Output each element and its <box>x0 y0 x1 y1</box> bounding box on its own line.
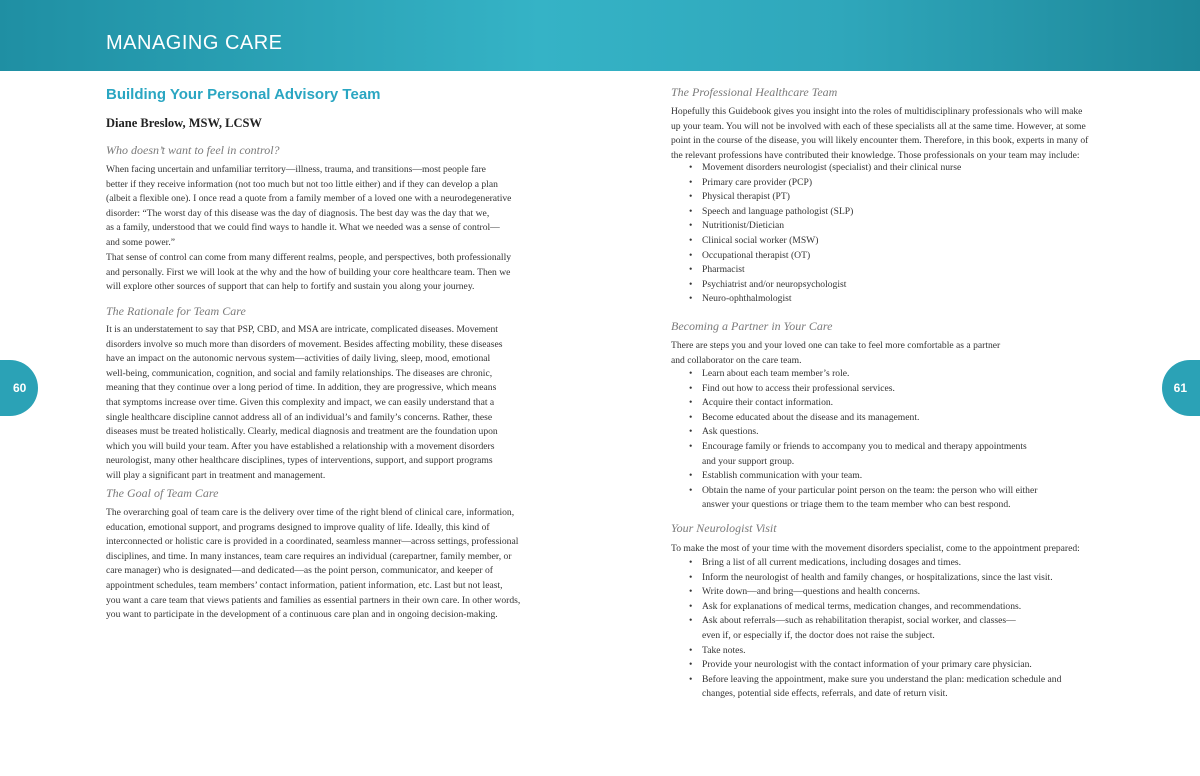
text-line: care manager) who is designated—and dedicated—as the point person, communicator, and keeper of <box>106 565 493 577</box>
heading-goal: The Goal of Team Care <box>106 486 219 500</box>
bullet-item: • Psychiatrist and/or neuropsychologist <box>671 278 961 293</box>
bullet-item: • Primary care provider (PCP) <box>671 176 961 191</box>
text-line: the relevant professions have contributed their knowledge. Those professionals on your team may include: <box>671 149 1080 161</box>
text-line: Hopefully this Guidebook gives you insight into the roles of multidisciplinary professionals who will make <box>671 106 1083 117</box>
text-line: up your team. You will not be involved with each of these specialists all at the same time. However, at some <box>671 120 1086 132</box>
bullet-item <box>671 484 1037 513</box>
bullet-item <box>671 425 1037 440</box>
bullet-list <box>671 367 1037 513</box>
bullet-list <box>671 556 1061 702</box>
text-line: meaning that they continue over a long period of time. In addition, they are progressive, which means <box>106 382 497 394</box>
bullet-line: • Take notes. <box>702 644 746 656</box>
bullet-item <box>671 658 1061 673</box>
bullet-item <box>671 469 1037 484</box>
text-line: will explore other sources of support that can help to fortify and sustain you along your journey. <box>106 281 475 293</box>
text-line: will play a significant part in treatment and management. <box>106 469 326 481</box>
text-line: which you will build your team. After you have established a relationship with a movement disorders <box>106 440 495 452</box>
bullet-item: • Neuro-ophthalmologist <box>671 292 961 307</box>
bullet-item <box>671 396 1037 411</box>
paragraph <box>106 506 520 623</box>
text-line: disciplines, and time. In many instances, team care requires an individual (carepartner, family member, or <box>106 550 512 562</box>
bullet-line: • Learn about each team member’s role. <box>702 368 850 379</box>
bullet-line: • Inform the neurologist of health and family changes, or hospitalizations, since the last visit. <box>702 571 1053 583</box>
paragraph <box>106 323 502 484</box>
text-line: better if they receive information (not too much but not too little either) and if they can develop a plan <box>106 178 498 190</box>
bullet-line: • Provide your neurologist with the contact information of your primary care physician. <box>702 659 1032 671</box>
text-line: diseases must be treated holistically. Clearly, medical diagnosis and treatment are the foundation upon <box>106 426 498 438</box>
bullet-list <box>671 161 961 307</box>
bullet-item <box>671 673 1061 702</box>
bullet-item: • Pharmacist <box>671 263 961 278</box>
bullet-item <box>671 411 1037 426</box>
paragraph <box>671 105 1088 163</box>
text-line: When facing uncertain and unfamiliar territory—illness, trauma, and transitions—most people fare <box>106 164 486 175</box>
text-line: you want a care team that views patients and families as essential partners in their own care. In other words, <box>106 594 521 606</box>
bullet-item <box>671 367 1037 382</box>
heading-professional-team: The Professional Healthcare Team <box>671 85 838 99</box>
page-number-left: 60 <box>0 360 38 416</box>
bullet-item <box>671 600 1061 615</box>
text-line: have an impact on the autonomic nervous system—activities of daily living, sleep, mood, emotional <box>106 353 491 365</box>
bullet-line: • Find out how to access their professional services. <box>702 382 895 394</box>
bullet-line: • Acquire their contact information. <box>702 397 834 409</box>
text-line: education, emotional support, and programs designed to improve quality of life. Ideally, this kind of <box>106 521 490 533</box>
text-line: and some power.” <box>106 236 176 248</box>
text-line: that symptoms increase over time. Given this complexity and impact, we can easily understand that a <box>106 396 495 408</box>
article-title: Building Your Personal Advisory Team <box>106 86 381 103</box>
heading-neurologist-visit: Your Neurologist Visit <box>671 521 777 535</box>
paragraph <box>106 163 511 251</box>
bullet-item <box>671 571 1061 586</box>
text-line: To make the most of your time with the movement disorders specialist, come to the appointment prepared: <box>671 543 1080 554</box>
text-line: (albeit a flexible one). I once read a quote from a family member of a loved one with a neurodegenerative <box>106 193 512 205</box>
heading-partner: Becoming a Partner in Your Care <box>671 319 833 333</box>
text-line: That sense of control can come from many different realms, people, and perspectives, both professionally <box>106 252 512 263</box>
bullet-line: • Bring a list of all current medications, including dosages and times. <box>702 557 961 568</box>
text-line: and personally. First we will look at the why and the how of building your core healthcare team. Then we <box>106 266 511 278</box>
section-title: MANAGING CARE <box>106 32 283 54</box>
bullet-item: • Speech and language pathologist (SLP) <box>671 205 961 220</box>
text-line: you want to participate in the development of a continuous care plan and in ongoing decision-making. <box>106 609 498 621</box>
text-line: point in the course of the disease, you will likely encounter them. Therefore, in this book, experts in many of <box>671 135 1089 147</box>
bullet-line: answer your questions or triage them to the team member who can best respond. <box>702 499 1011 511</box>
bullet-line: • Ask questions. <box>702 426 759 438</box>
heading-control: Who doesn’t want to feel in control? <box>106 143 280 157</box>
text-line: well-being, communication, cognition, and social and family relationships. The diseases are chronic, <box>106 367 493 379</box>
text-line: single healthcare discipline cannot address all of an individual’s and family’s concerns. Rather, these <box>106 411 493 423</box>
bullet-line: • Become educated about the disease and its management. <box>702 411 920 423</box>
heading-rationale: The Rationale for Team Care <box>106 304 246 318</box>
text-line: and collaborator on the care team. <box>671 354 802 366</box>
bullet-line: and your support group. <box>702 455 795 467</box>
author: Diane Breslow, MSW, LCSW <box>106 116 262 130</box>
paragraph <box>106 251 511 295</box>
bullet-item <box>671 614 1061 643</box>
bullet-line: • Write down—and bring—questions and health concerns. <box>702 586 921 598</box>
bullet-line: • Before leaving the appointment, make sure you understand the plan: medication schedule and <box>702 673 1062 685</box>
bullet-item <box>671 440 1037 469</box>
paragraph <box>671 542 1080 557</box>
text-line: as a family, understood that we could find ways to handle it. What we needed was a sense of control— <box>106 222 500 234</box>
bullet-item <box>671 644 1061 659</box>
bullet-item: • Movement disorders neurologist (specialist) and their clinical nurse <box>671 161 961 176</box>
text-line: appointment schedules, team members’ contact information, patient information, etc. Last but not least, <box>106 579 503 591</box>
page-number-right: 61 <box>1162 360 1200 416</box>
text-line: neurologist, many other healthcare disciplines, types of interventions, support, and support programs <box>106 455 493 467</box>
bullet-item: • Physical therapist (PT) <box>671 190 961 205</box>
bullet-item <box>671 556 1061 571</box>
bullet-item: • Clinical social worker (MSW) <box>671 234 961 249</box>
bullet-line: even if, or especially if, the doctor does not raise the subject. <box>702 629 935 641</box>
text-line: The overarching goal of team care is the delivery over time of the right blend of clinical care, information, <box>106 507 515 518</box>
text-line: It is an understatement to say that PSP, CBD, and MSA are intricate, complicated diseases. Movement <box>106 324 498 335</box>
bullet-line: • Ask about referrals—such as rehabilitation therapist, social worker, and classes— <box>702 615 1016 627</box>
bullet-line: • Ask for explanations of medical terms, medication changes, and recommendations. <box>702 600 1022 612</box>
paragraph <box>671 339 1000 368</box>
bullet-line: changes, potential side effects, referrals, and date of return visit. <box>702 688 948 700</box>
text-line: disorders involve so much more than disorders of movement. Besides affecting mobility, these diseases <box>106 338 503 350</box>
bullet-item: • Nutritionist/Dietician <box>671 219 961 234</box>
header-band <box>0 0 1200 71</box>
bullet-item: • Occupational therapist (OT) <box>671 249 961 264</box>
bullet-item <box>671 382 1037 397</box>
bullet-item <box>671 585 1061 600</box>
bullet-line: • Establish communication with your team. <box>702 470 863 482</box>
text-line: disorder: “The worst day of this disease was the day of diagnosis. The best day was the day that we, <box>106 207 490 219</box>
text-line: interconnected or holistic care is provided in a coordinated, seamless manner—across settings, professional <box>106 536 519 548</box>
bullet-line: • Encourage family or friends to accompany you to medical and therapy appointments <box>702 440 1027 452</box>
bullet-line: • Obtain the name of your particular point person on the team: the person who will either <box>702 484 1038 496</box>
text-line: There are steps you and your loved one can take to feel more comfortable as a partner <box>671 340 1001 351</box>
